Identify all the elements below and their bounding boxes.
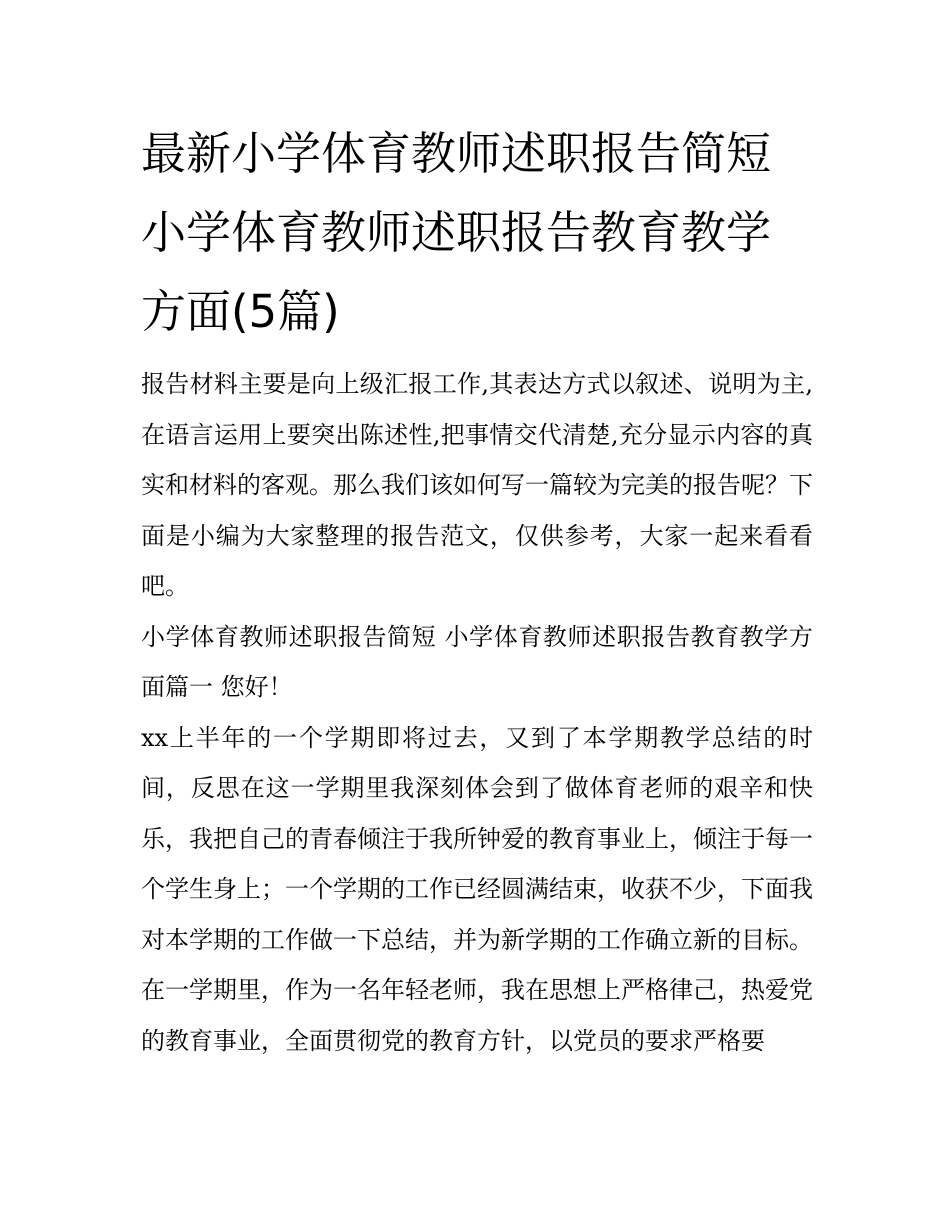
paragraph-intro: 报告材料主要是向上级汇报工作,其表达方式以叙述、说明为主,在语言运用上要突出陈述性,把事情交代清楚,充分显示内容的真实和材料的客观。那么我们该如何写一篇较为完美的报告呢？下面是小编为大家整理的报告范文，仅供参考，大家一起来看看吧。: [141, 370, 813, 600]
paragraph-semester-summary: xx上半年的一个学期即将过去，又到了本学期教学总结的时间，反思在这一学期里我深刻体会到了做体育老师的艰辛和快乐，我把自己的青春倾注于我所钟爱的教育事业上，倾注于每一个学生身上；一个学期的工作已经圆满结束，收获不少，下面我对本学期的工作做一下总结，并为新学期的工作确立新的目标。: [141, 723, 813, 954]
paragraph-section-heading: 小学体育教师述职报告简短 小学体育教师述职报告教育教学方面篇一 您好！: [141, 622, 813, 701]
paragraph-ideology: 在一学期里，作为一名年轻老师，我在思想上严格律己，热爱党的教育事业，全面贯彻党的教育方针，以党员的要求严格要: [141, 976, 813, 1055]
document-body: [141, 114, 813, 1066]
document-title: 最新小学体育教师述职报告简短 小学体育教师述职报告教育教学方面(5篇): [141, 127, 772, 338]
